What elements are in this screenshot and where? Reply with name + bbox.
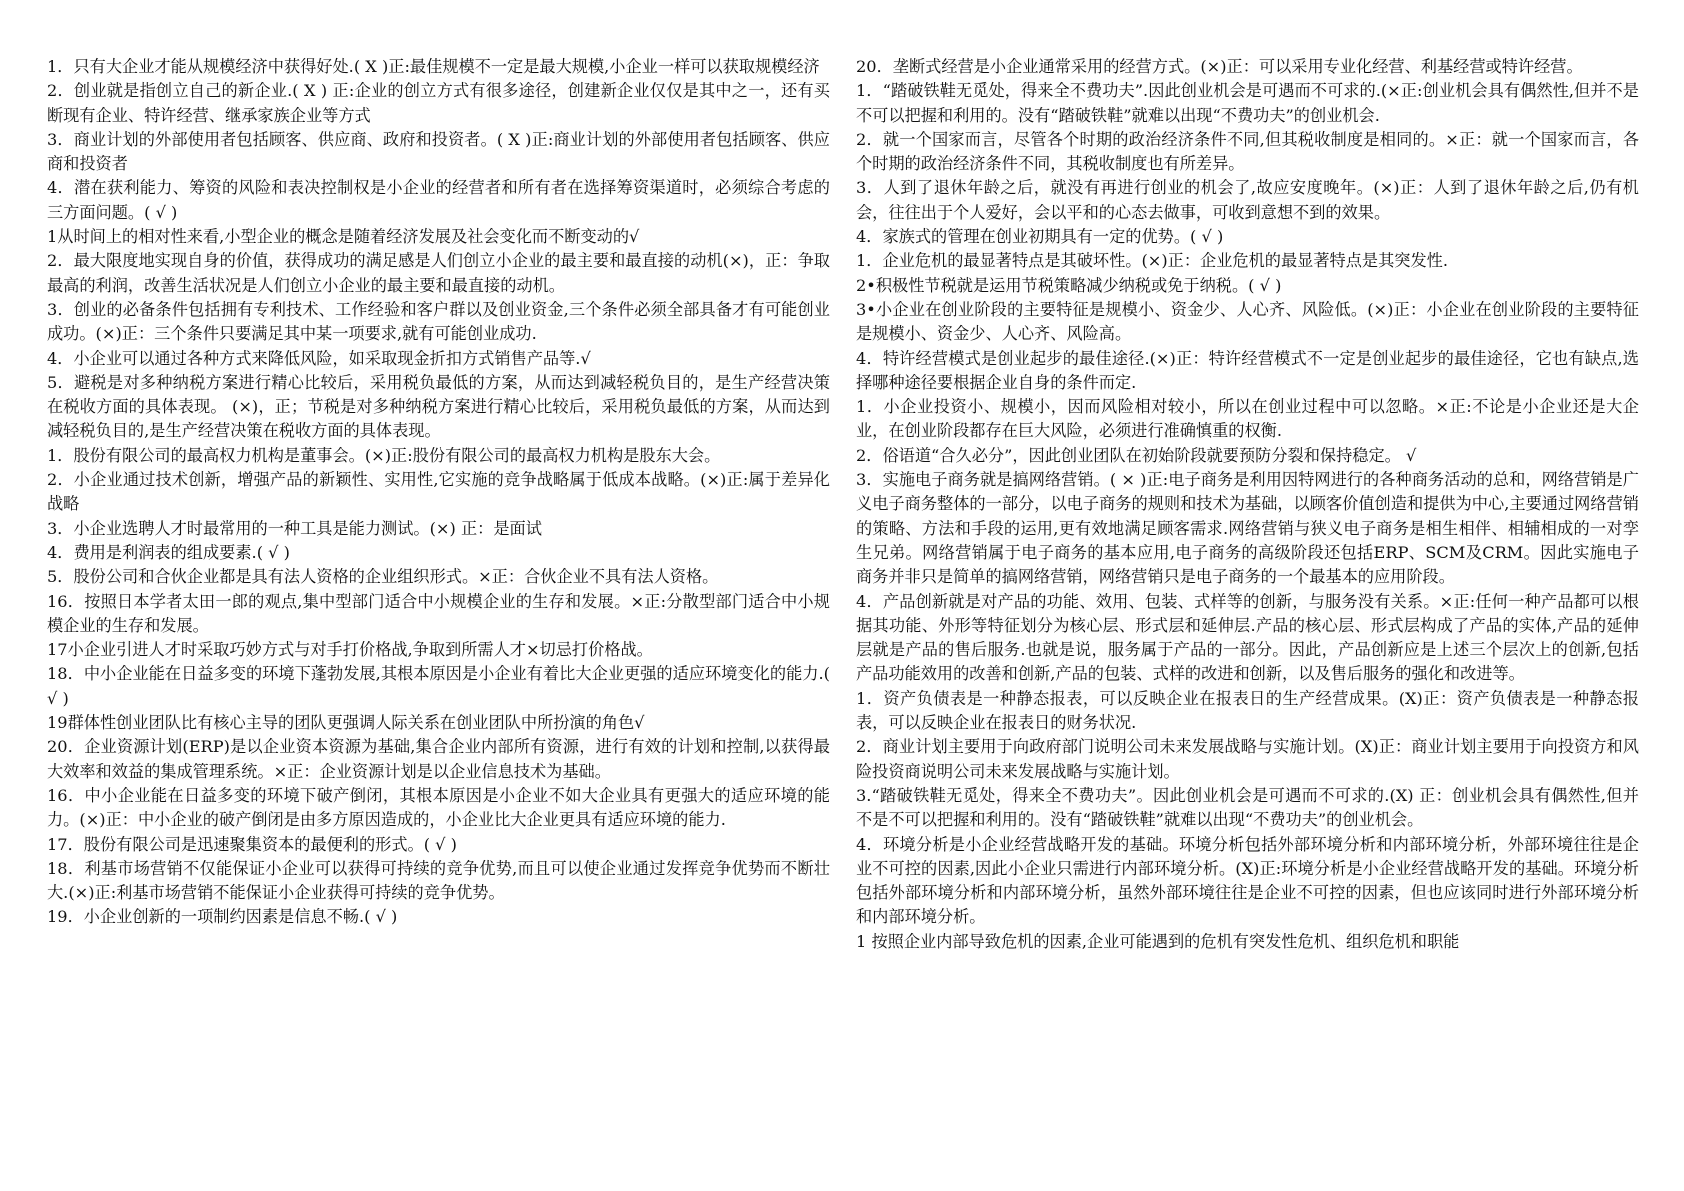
question-item: 19群体性创业团队比有核心主导的团队更强调人际关系在创业团队中所扮演的角色√: [47, 713, 645, 733]
question-item: 3．小企业选聘人才时最常用的一种工具是能力测试。(×) 正：是面试: [47, 518, 542, 538]
question-item: 1．资产负债表是一种静态报表，可以反映企业在报表日的生产经营成果。(X)正：资产负债表是一种静态报表，可以反映企业在报表日的财务状况.: [856, 688, 1639, 733]
question-item: 2．俗语道“合久必分”，因此创业团队在初始阶段就要预防分裂和保持稳定。 √: [856, 445, 1417, 465]
question-item: 3．创业的必备条件包括拥有专利技术、工作经验和客户群以及创业资金,三个条件必须全部具备才有可能创业成功。(×)正：三个条件只要满足其中某一项要求,就有可能创业成功.: [47, 299, 830, 344]
question-item: 2•积极性节税就是运用节税策略减少纳税或免于纳税。( √ ): [856, 275, 1282, 295]
question-item: 1 按照企业内部导致危机的因素,企业可能遇到的危机有突发性危机、组织危机和职能: [856, 931, 1460, 951]
question-item: 3•小企业在创业阶段的主要特征是规模小、资金少、人心齐、风险低。(×)正：小企业在创业阶段的主要特征是规模小、资金少、人心齐、风险高。: [856, 299, 1639, 344]
left-column: [47, 55, 830, 1135]
question-item: 17小企业引进人才时采取巧妙方式与对手打价格战,争取到所需人才×切忌打价格战。: [47, 640, 653, 660]
question-item: 1．只有大企业才能从规模经济中获得好处.( X )正:最佳规模不一定是最大规模,小企业一样可以获取规模经济: [47, 57, 820, 76]
question-item: 4．特许经营模式是创业起步的最佳途径.(×)正：特许经营模式不一定是创业起步的最佳途径，它也有缺点,选择哪种途径要根据企业自身的条件而定.: [856, 348, 1639, 392]
question-item: 16．按照日本学者太田一郎的观点,集中型部门适合中小规模企业的生存和发展。×正:分散型部门适合中小规模企业的生存和发展。: [47, 591, 830, 635]
question-item: 1．企业危机的最显著特点是其破坏性。(×)正：企业危机的最显著特点是其突发性.: [856, 251, 1449, 271]
question-item: 3．人到了退休年龄之后，就没有再进行创业的机会了,故应安度晚年。(×)正：人到了退休年龄之后,仍有机会，往往出于个人爱好，会以平和的心态去做事，可收到意想不到的效果。: [856, 178, 1639, 222]
question-item: 3．商业计划的外部使用者包括顾客、供应商、政府和投资者。( X )正:商业计划的外部使用者包括顾客、供应商和投资者: [47, 129, 830, 174]
question-item: 1．“踏破铁鞋无觅处，得来全不费功夫”.因此创业机会是可遇而不可求的.(×正:创业机会具有偶然性,但并不是不可以把握和利用的。没有“踏破铁鞋”就难以出现“不费功夫”的创业机会.: [856, 81, 1639, 125]
question-item: 4．家族式的管理在创业初期具有一定的优势。( √ ): [856, 227, 1224, 247]
question-item: 4．环境分析是小企业经营战略开发的基础。环境分析包括外部环境分析和内部环境分析，外部环境往往是企业不可控的因素,因此小企业只需进行内部环境分析。(X)正:环境分析是小企业经营战略开发的基础。环境分析包括外部环境分析和内部环境分析，虽然外部环境往往是企业不可控的因素，但也应该同时进行外部环境分析和内部环境分析。: [856, 834, 1639, 927]
question-item: 1．股份有限公司的最高权力机构是董事会。(×)正:股份有限公司的最高权力机构是股东大会。: [47, 445, 721, 465]
question-item: 2．创业就是指创立自己的新企业.( X ) 正:企业的创立方式有很多途径，创建新企业仅仅是其中之一，还有买断现有企业、特许经营、继承家族企业等方式: [47, 81, 830, 125]
question-item: 1．小企业投资小、规模小，因而风险相对较小，所以在创业过程中可以忽略。×正:不论是小企业还是大企业，在创业阶段都存在巨大风险，必须进行准确慎重的权衡.: [856, 397, 1639, 441]
question-item: 4．产品创新就是对产品的功能、效用、包装、式样等的创新，与服务没有关系。×正:任何一种产品都可以根据其功能、外形等特征划分为核心层、形式层和延伸层.产品的核心层、形式层构成了产品的实体,产品的延伸层就是产品的售后服务.也就是说，服务属于产品的一部分。因此，产品创新应是上述三个层次上的创新,包括产品功能效用的改善和创新,产品的包装、式样的改进和创新，以及售后服务的强化和改进等。: [856, 591, 1639, 684]
question-item: 17．股份有限公司是迅速聚集资本的最便利的形式。( √ ): [47, 834, 457, 854]
question-item: 5．避税是对多种纳税方案进行精心比较后，采用税负最低的方案，从而达到减轻税负目的，是生产经营决策在税收方面的具体表现。 (×)，正；节税是对多种纳税方案进行精心比较后，采用税负最低的方案，从而达到减轻税负目的,是生产经营决策在税收方面的具体表现。: [47, 372, 830, 441]
question-item: 3．实施电子商务就是搞网络营销。( × )正:电子商务是利用因特网进行的各种商务活动的总和，网络营销是广义电子商务整体的一部分，以电子商务的规则和技术为基础，以顾客价值创造和提供为中心,主要通过网络营销的策略、方法和手段的运用,更有效地满足顾客需求.网络营销与狭义电子商务是相生相伴、相辅相成的一对孪生兄弟。网络营销属于电子商务的基本应用,电子商务的高级阶段还包括ERP、SCM及CRM。因此实施电子商务并非只是简单的搞网络营销，网络营销只是电子商务的一个最基本的应用阶段。: [856, 470, 1639, 587]
question-item: 18．中小企业能在日益多变的环境下蓬勃发展,其根本原因是小企业有着比大企业更强的适应环境变化的能力.( √ ): [47, 664, 830, 708]
question-item: 2．最大限度地实现自身的价值，获得成功的满足感是人们创立小企业的最主要和最直接的动机(×)，正：争取最高的利润，改善生活状况是人们创立小企业的最主要和最直接的动机。: [47, 251, 830, 295]
question-item: 20．企业资源计划(ERP)是以企业资本资源为基础,集合企业内部所有资源，进行有效的计划和控制,以获得最大效率和效益的集成管理系统。×正：企业资源计划是以企业信息技术为基础。: [47, 737, 830, 781]
right-column: [856, 55, 1639, 1135]
question-item: 20．垄断式经营是小企业通常采用的经营方式。(×)正：可以采用专业化经营、利基经营或特许经营。: [856, 57, 1583, 76]
question-item: 2．小企业通过技术创新，增强产品的新颖性、实用性,它实施的竞争战略属于低成本战略。(×)正:属于差异化战略: [47, 470, 830, 514]
question-item: 2．商业计划主要用于向政府部门说明公司未来发展战略与实施计划。(X)正：商业计划主要用于向投资方和风险投资商说明公司未来发展战略与实施计划。: [856, 737, 1639, 781]
question-item: 5．股份公司和合伙企业都是具有法人资格的企业组织形式。×正：合伙企业不具有法人资格。: [47, 567, 719, 587]
question-item: 16．中小企业能在日益多变的环境下破产倒闭，其根本原因是小企业不如大企业具有更强大的适应环境的能力。(×)正：中小企业的破产倒闭是由多方原因造成的，小企业比大企业更具有适应环境的能力.: [47, 785, 830, 830]
question-item: 2．就一个国家而言，尽管各个时期的政治经济条件不同,但其税收制度是相同的。×正：就一个国家而言，各个时期的政治经济条件不同，其税收制度也有所差异。: [856, 129, 1639, 174]
question-item: 4．费用是利润表的组成要素.( √ ): [47, 542, 290, 562]
question-item: 19．小企业创新的一项制约因素是信息不畅.( √ ): [47, 907, 398, 927]
question-item: 3.“踏破铁鞋无觅处，得来全不费功夫”。因此创业机会是可遇而不可求的.(X) 正：创业机会具有偶然性,但并不是不可以把握和利用的。没有“踏破铁鞋”就难以出现“不费功夫”的创业机会。: [856, 785, 1639, 830]
question-item: 4．小企业可以通过各种方式来降低风险，如采取现金折扣方式销售产品等.√: [47, 348, 591, 368]
question-item: 4．潜在获利能力、筹资的风险和表决控制权是小企业的经营者和所有者在选择筹资渠道时，必须综合考虑的三方面问题。( √ ): [47, 178, 830, 222]
question-item: 1从时间上的相对性来看,小型企业的概念是随着经济发展及社会变化而不断变动的√: [47, 227, 640, 247]
question-item: 18．利基市场营销不仅能保证小企业可以获得可持续的竞争优势,而且可以使企业通过发挥竞争优势而不断壮大.(×)正:利基市场营销不能保证小企业获得可持续的竞争优势。: [47, 858, 830, 903]
